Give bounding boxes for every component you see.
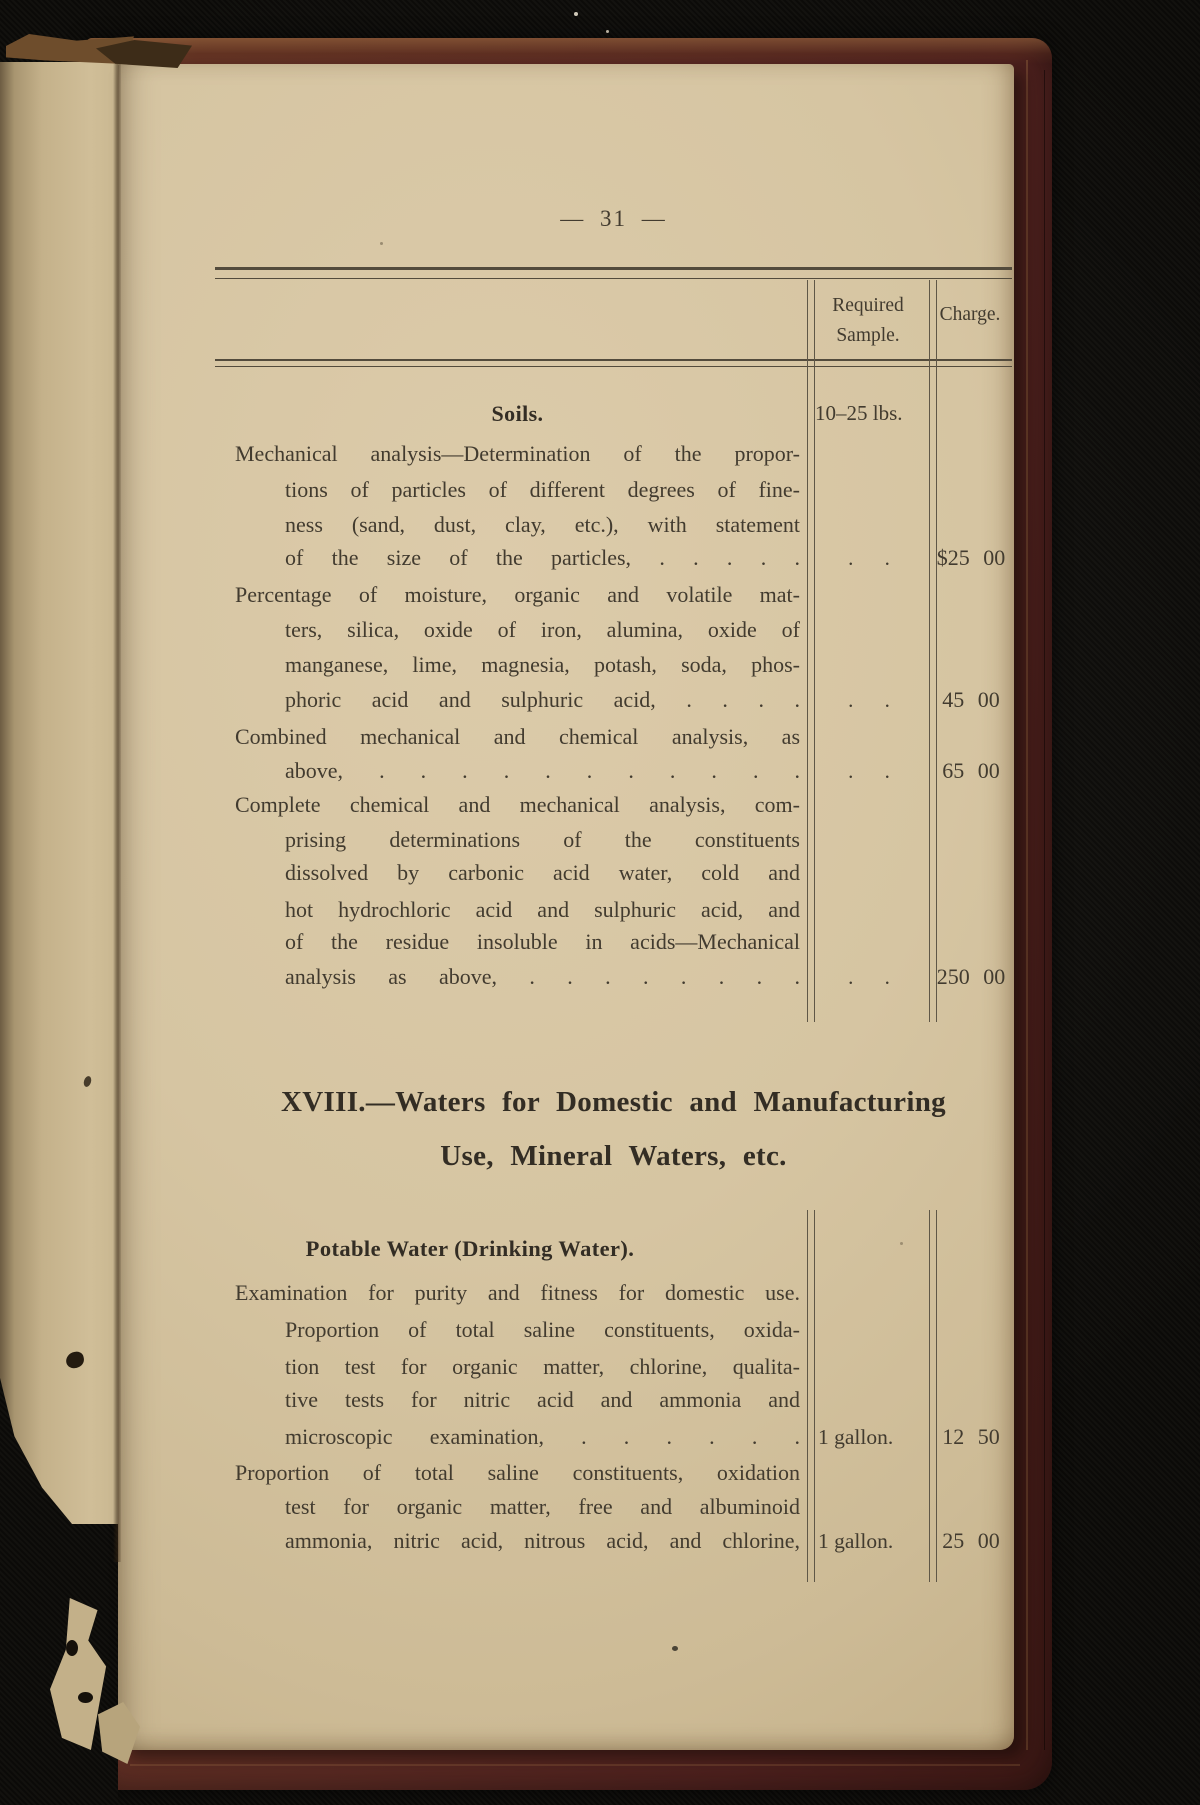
table-text-line: ammonia, nitric acid, nitrous acid, and chlorine, [285, 1528, 800, 1553]
soils-sample-size: 10–25 lbs. [815, 401, 903, 425]
cover-bottom-fillet [130, 1764, 1020, 1766]
table-text-line: tion test for organic matter, chlorine, qualita- [285, 1354, 800, 1379]
charge-cell: 12 50 [942, 1424, 1000, 1449]
dust-speck [606, 30, 609, 33]
worm-hole [78, 1692, 93, 1703]
column-divider [936, 280, 937, 1022]
table-text-line: Percentage of moisture, organic and volatile mat- [235, 582, 800, 607]
column-divider [929, 280, 930, 1022]
charge-cell: 250 00 [936, 964, 1006, 989]
page-number: — 31 — [560, 206, 667, 231]
table-text-line: phoric acid and sulphuric acid, . . . . [285, 687, 800, 712]
binding-crease [113, 62, 121, 1562]
table-text-line: dissolved by carbonic acid water, cold and [285, 860, 800, 885]
charge-cell: 45 00 [942, 687, 1000, 712]
sample-cell: . . [848, 759, 890, 783]
section-heading-line1: XVIII.—Waters for Domestic and Manufacturing [281, 1086, 946, 1118]
potable-water-heading: Potable Water (Drinking Water). [305, 1236, 635, 1261]
table-text-line: Examination for purity and fitness for domestic use. [235, 1280, 800, 1305]
charge-cell: 25 00 [942, 1528, 1000, 1553]
table-text-line: above, . . . . . . . . . . . [285, 758, 800, 783]
column-header-line: Required [832, 295, 904, 316]
fox-spot [900, 1242, 903, 1245]
sample-cell: 1 gallon. [818, 1529, 894, 1553]
soils-heading: Soils. [491, 401, 544, 426]
table-text-line: Proportion of total saline constituents, oxida- [285, 1317, 800, 1342]
table-text-line: Mechanical analysis—Determination of the propor- [235, 441, 800, 466]
column-header-required-sample [806, 291, 930, 351]
cover-fillet-line [1026, 60, 1028, 1750]
sample-cell: . . [848, 965, 890, 989]
worm-hole [66, 1640, 78, 1656]
table-text-line: Complete chemical and mechanical analysis, com- [235, 792, 800, 817]
table-text-line: of the size of the particles, . . . . . [285, 545, 800, 570]
table-rule-header-b [215, 366, 1012, 367]
column-header-line: Sample. [836, 325, 900, 346]
column-divider [807, 1210, 808, 1582]
table-text-line: analysis as above, . . . . . . . . [285, 964, 800, 989]
cover-edge-line [1044, 70, 1045, 1750]
column-divider [807, 280, 808, 1022]
table-text-line: ters, silica, oxide of iron, alumina, oxide of [285, 617, 800, 642]
table-text-line: Proportion of total saline constituents, oxidation [235, 1460, 800, 1485]
column-divider [814, 280, 815, 1022]
table-text-line: prising determinations of the constituents [285, 827, 800, 852]
fox-spot [380, 242, 383, 245]
page-gutter-edges [0, 62, 120, 1524]
charge-cell: $25 00 [936, 545, 1006, 570]
dust-speck [574, 12, 578, 16]
table-text-line: hot hydrochloric acid and sulphuric acid, and [285, 897, 800, 922]
table-text-line: Combined mechanical and chemical analysis, as [235, 724, 800, 749]
table-text-line: manganese, lime, magnesia, potash, soda, phos- [285, 652, 800, 677]
table-rule-top-heavy [215, 267, 1012, 270]
section-heading-line2: Use, Mineral Waters, etc. [440, 1140, 787, 1172]
table-rule-top-light [215, 278, 1012, 279]
table-text-line: of the residue insoluble in acids—Mechanical [285, 929, 800, 954]
ink-blemish [672, 1646, 678, 1651]
table-text-line: test for organic matter, free and albuminoid [285, 1494, 800, 1519]
table-rule-header-a [215, 359, 1012, 361]
column-header-charge: Charge. [939, 304, 1001, 325]
table-text-line: microscopic examination, . . . . . . [285, 1424, 800, 1449]
table-text-line: ness (sand, dust, clay, etc.), with statement [285, 512, 800, 537]
table-text-line: tive tests for nitric acid and ammonia and [285, 1387, 800, 1412]
table-text-line: tions of particles of different degrees of fine- [285, 477, 800, 502]
sample-cell: . . [848, 688, 890, 712]
sample-cell: 1 gallon. [818, 1425, 894, 1449]
sample-cell: . . [848, 546, 890, 570]
charge-cell: 65 00 [942, 758, 1000, 783]
